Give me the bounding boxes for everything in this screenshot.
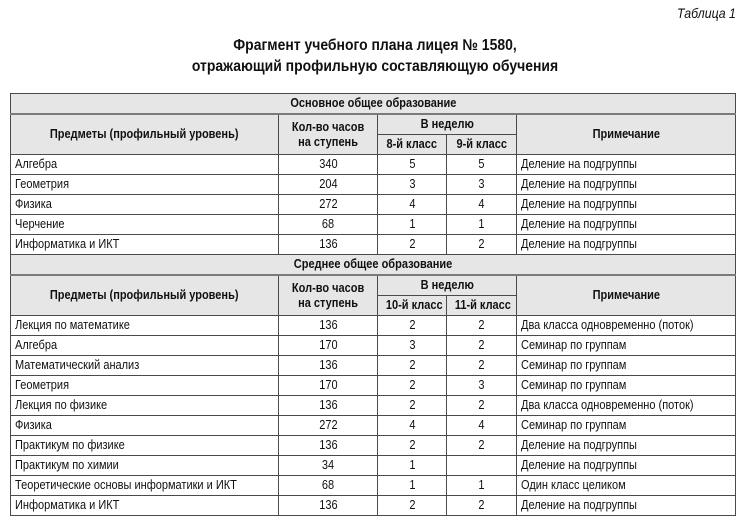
grade-a-hours-value: 3 xyxy=(408,177,416,191)
grade-b-hours-cell xyxy=(447,396,517,416)
subject-cell xyxy=(11,155,279,175)
hours-value: 340 xyxy=(318,157,338,171)
grade-b-hours-cell xyxy=(447,155,517,175)
grade-a-hours-cell xyxy=(378,235,447,255)
hours-cell xyxy=(279,155,378,175)
hours-cell xyxy=(279,376,378,396)
hours-cell xyxy=(279,215,378,235)
grade-b-hours-value: 2 xyxy=(478,498,485,512)
subject-cell xyxy=(11,175,279,195)
grade-a-hours-value: 2 xyxy=(408,318,416,332)
header-hours-line2: на ступень xyxy=(298,134,358,149)
header-note-text: Примечание xyxy=(592,127,660,141)
note-cell xyxy=(517,396,736,416)
grade-b-hours-cell xyxy=(447,336,517,356)
column-header-row xyxy=(11,275,736,296)
grade-b-hours-cell xyxy=(447,376,517,396)
note-text: Деление на подгруппы xyxy=(521,458,637,472)
hours-value: 68 xyxy=(321,217,335,231)
grade-b-hours-value: 3 xyxy=(478,378,485,392)
header-grade-b-text: 9-й класс xyxy=(456,137,507,151)
note-text: Семинар по группам xyxy=(521,358,627,372)
hours-cell xyxy=(279,456,378,476)
table-number-label: Таблица 1 xyxy=(677,5,736,21)
grade-a-hours-value: 3 xyxy=(408,338,416,352)
subject-name: Практикум по химии xyxy=(15,458,119,472)
subject-cell xyxy=(11,436,279,456)
grade-a-hours-cell xyxy=(378,496,447,516)
table-row xyxy=(11,416,736,436)
grade-a-hours-cell xyxy=(378,396,447,416)
header-note xyxy=(517,114,736,155)
grade-b-hours-value: 2 xyxy=(478,398,485,412)
hours-cell xyxy=(279,316,378,336)
note-cell xyxy=(517,215,736,235)
grade-a-hours-cell xyxy=(378,376,447,396)
column-header-row xyxy=(11,114,736,135)
header-subject-text: Предметы (профильный уровень) xyxy=(50,127,239,141)
subject-cell xyxy=(11,476,279,496)
note-text: Семинар по группам xyxy=(521,418,627,432)
hours-cell xyxy=(279,416,378,436)
hours-cell xyxy=(279,235,378,255)
section-title-text: Среднее общее образование xyxy=(293,257,453,271)
header-hours-line1: Кол-во часов xyxy=(291,119,365,134)
grade-a-hours-cell xyxy=(378,155,447,175)
section-title-row xyxy=(11,94,736,115)
note-text: Деление на подгруппы xyxy=(521,217,637,231)
hours-value: 272 xyxy=(318,418,338,432)
grade-a-hours-value: 2 xyxy=(408,237,416,251)
header-per-week xyxy=(378,275,517,296)
grade-a-hours-value: 4 xyxy=(408,197,416,211)
grade-b-hours-cell xyxy=(447,195,517,215)
subject-name: Алгебра xyxy=(15,157,58,171)
grade-a-hours-value: 2 xyxy=(408,378,416,392)
grade-a-hours-value: 2 xyxy=(408,358,416,372)
grade-b-hours-value: 2 xyxy=(478,318,485,332)
note-cell xyxy=(517,476,736,496)
subject-name: Теоретические основы информатики и ИКТ xyxy=(15,478,237,492)
table-row xyxy=(11,396,736,416)
grade-a-hours-cell xyxy=(378,195,447,215)
grade-a-hours-value: 1 xyxy=(408,478,416,492)
note-cell xyxy=(517,155,736,175)
grade-b-hours-cell xyxy=(447,235,517,255)
subject-cell xyxy=(11,215,279,235)
table-row xyxy=(11,155,736,175)
grade-a-hours-cell xyxy=(378,416,447,436)
subject-cell xyxy=(11,356,279,376)
grade-a-hours-cell xyxy=(378,175,447,195)
grade-b-hours-value: 2 xyxy=(478,358,485,372)
header-note-text: Примечание xyxy=(592,288,660,302)
grade-a-hours-value: 2 xyxy=(408,398,416,412)
grade-a-hours-cell xyxy=(378,476,447,496)
note-text: Деление на подгруппы xyxy=(521,438,637,452)
subject-cell xyxy=(11,195,279,215)
note-cell xyxy=(517,235,736,255)
header-hours-line1: Кол-во часов xyxy=(291,280,365,295)
note-cell xyxy=(517,456,736,476)
section-title xyxy=(11,94,736,115)
grade-b-hours-cell xyxy=(447,316,517,336)
grade-b-hours-value: 1 xyxy=(478,478,485,492)
header-subject xyxy=(11,114,279,155)
header-per-week xyxy=(378,114,517,135)
header-note xyxy=(517,275,736,316)
note-cell xyxy=(517,316,736,336)
header-subject-text: Предметы (профильный уровень) xyxy=(50,288,239,302)
grade-a-hours-cell xyxy=(378,215,447,235)
subject-cell xyxy=(11,456,279,476)
table-row xyxy=(11,356,736,376)
note-text: Деление на подгруппы xyxy=(521,157,637,171)
note-cell xyxy=(517,195,736,215)
section-title-row xyxy=(11,255,736,276)
note-cell xyxy=(517,175,736,195)
hours-cell xyxy=(279,476,378,496)
section-title-text: Основное общее образование xyxy=(289,96,457,110)
subject-name: Практикум по физике xyxy=(15,438,125,452)
subject-name: Информатика и ИКТ xyxy=(15,498,120,512)
header-grade-a xyxy=(378,296,447,316)
hours-cell xyxy=(279,496,378,516)
header-grade-a-text: 8-й класс xyxy=(386,137,438,151)
note-text: Два класса одновременно (поток) xyxy=(521,318,694,332)
subject-name: Геометрия xyxy=(15,378,70,392)
subject-cell xyxy=(11,496,279,516)
hours-cell xyxy=(279,195,378,215)
hours-cell xyxy=(279,396,378,416)
subject-name: Алгебра xyxy=(15,338,58,352)
table-title-line-1: Фрагмент учебного плана лицея № 1580, xyxy=(233,37,517,54)
header-per-week-text: В неделю xyxy=(420,278,474,292)
hours-cell xyxy=(279,336,378,356)
header-grade-b xyxy=(447,135,517,155)
grade-a-hours-cell xyxy=(378,316,447,336)
header-hours-line2: на ступень xyxy=(298,295,358,310)
curriculum-table xyxy=(10,93,736,516)
grade-a-hours-value: 5 xyxy=(408,157,416,171)
subject-cell xyxy=(11,316,279,336)
table-row xyxy=(11,336,736,356)
grade-a-hours-cell xyxy=(378,356,447,376)
subject-cell xyxy=(11,376,279,396)
hours-value: 170 xyxy=(318,378,338,392)
hours-value: 136 xyxy=(318,237,338,251)
subject-name: Геометрия xyxy=(15,177,70,191)
table-row xyxy=(11,235,736,255)
header-grade-a xyxy=(378,135,447,155)
grade-b-hours-cell xyxy=(447,436,517,456)
note-text: Один класс целиком xyxy=(521,478,626,492)
table-row xyxy=(11,496,736,516)
subject-name: Информатика и ИКТ xyxy=(15,237,120,251)
hours-value: 68 xyxy=(321,478,335,492)
hours-value: 136 xyxy=(318,438,338,452)
grade-b-hours-value: 5 xyxy=(478,157,485,171)
note-cell xyxy=(517,376,736,396)
grade-a-hours-cell xyxy=(378,456,447,476)
table-row xyxy=(11,316,736,336)
subject-name: Лекция по математике xyxy=(15,318,130,332)
grade-a-hours-value: 4 xyxy=(408,418,416,432)
header-grade-b xyxy=(447,296,517,316)
grade-a-hours-value: 1 xyxy=(408,217,416,231)
note-text: Два класса одновременно (поток) xyxy=(521,398,694,412)
subject-cell xyxy=(11,235,279,255)
grade-b-hours-cell xyxy=(447,175,517,195)
grade-b-hours-value: 2 xyxy=(478,438,485,452)
grade-a-hours-value: 2 xyxy=(408,498,416,512)
header-grade-b-text: 11-й класс xyxy=(454,298,511,312)
header-per-week-text: В неделю xyxy=(420,117,474,131)
table-row xyxy=(11,476,736,496)
note-cell xyxy=(517,356,736,376)
note-cell xyxy=(517,336,736,356)
hours-cell xyxy=(279,436,378,456)
grade-b-hours-cell xyxy=(447,496,517,516)
grade-a-hours-cell xyxy=(378,436,447,456)
subject-name: Черчение xyxy=(15,217,65,231)
subject-name: Физика xyxy=(15,197,52,211)
grade-b-hours-value: 4 xyxy=(478,197,485,211)
subject-name: Физика xyxy=(15,418,52,432)
grade-b-hours-cell xyxy=(447,456,517,476)
grade-b-hours-value: 3 xyxy=(478,177,485,191)
grade-a-hours-cell xyxy=(378,336,447,356)
note-cell xyxy=(517,496,736,516)
header-hours xyxy=(279,275,378,316)
hours-value: 34 xyxy=(321,458,335,472)
grade-b-hours-cell xyxy=(447,356,517,376)
subject-cell xyxy=(11,416,279,436)
table-title-line-2: отражающий профильную составляющую обучения xyxy=(191,58,559,75)
hours-value: 204 xyxy=(318,177,338,191)
hours-value: 272 xyxy=(318,197,338,211)
grade-b-hours-cell xyxy=(447,215,517,235)
grade-b-hours-cell xyxy=(447,476,517,496)
note-text: Деление на подгруппы xyxy=(521,197,637,211)
hours-value: 136 xyxy=(318,498,338,512)
note-cell xyxy=(517,416,736,436)
grade-b-hours-cell xyxy=(447,416,517,436)
table-row xyxy=(11,215,736,235)
section-title xyxy=(11,255,736,276)
subject-name: Математический анализ xyxy=(15,358,140,372)
subject-name: Лекция по физике xyxy=(15,398,108,412)
header-grade-a-text: 10-й класс xyxy=(385,298,443,312)
hours-cell xyxy=(279,356,378,376)
hours-value: 136 xyxy=(318,318,338,332)
header-hours xyxy=(279,114,378,155)
grade-b-hours-value: 1 xyxy=(478,217,485,231)
note-text: Деление на подгруппы xyxy=(521,498,637,512)
table-row xyxy=(11,456,736,476)
note-text: Семинар по группам xyxy=(521,378,627,392)
grade-a-hours-value: 1 xyxy=(408,458,416,472)
grade-b-hours-value: 2 xyxy=(478,237,485,251)
grade-b-hours-value: 4 xyxy=(478,418,485,432)
curriculum-table-body xyxy=(11,94,736,516)
header-subject xyxy=(11,275,279,316)
table-row xyxy=(11,175,736,195)
note-text: Семинар по группам xyxy=(521,338,627,352)
table-row xyxy=(11,436,736,456)
hours-value: 170 xyxy=(318,338,338,352)
grade-b-hours-value: 2 xyxy=(478,338,485,352)
note-text: Деление на подгруппы xyxy=(521,237,637,251)
table-row xyxy=(11,195,736,215)
subject-cell xyxy=(11,336,279,356)
note-text: Деление на подгруппы xyxy=(521,177,637,191)
subject-cell xyxy=(11,396,279,416)
grade-a-hours-value: 2 xyxy=(408,438,416,452)
hours-value: 136 xyxy=(318,358,338,372)
table-row xyxy=(11,376,736,396)
hours-value: 136 xyxy=(318,398,338,412)
note-cell xyxy=(517,436,736,456)
hours-cell xyxy=(279,175,378,195)
